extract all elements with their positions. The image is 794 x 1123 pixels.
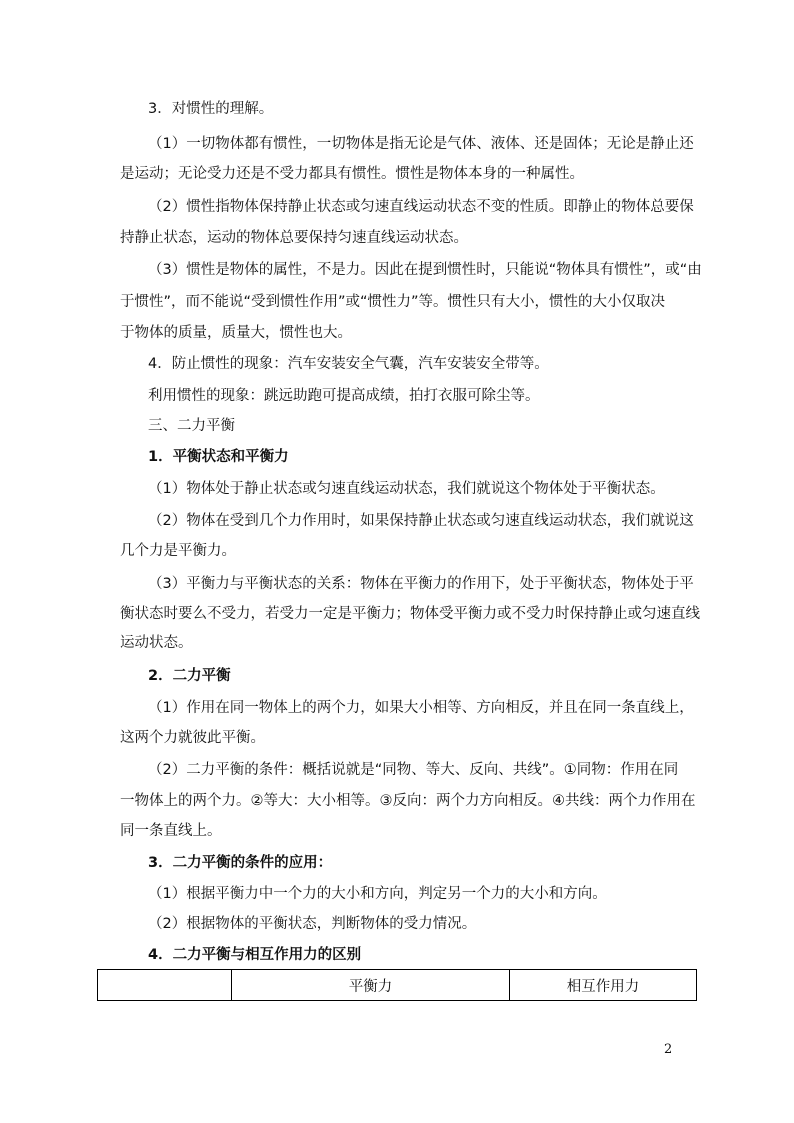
text-line: 一物体上的两个力。②等大：大小相等。③反向：两个力方向相反。④共线：两个力作用在	[120, 793, 696, 809]
text-line: （1）一切物体都有惯性，一切物体是指无论是气体、液体、还是固体；无论是静止还	[148, 136, 694, 152]
text-line: 运动状态。	[120, 635, 193, 651]
text-line: （2）根据物体的平衡状态，判断物体的受力情况。	[148, 916, 477, 932]
text-line: 同一条直线上。	[120, 823, 222, 839]
table-header-row	[98, 970, 697, 1001]
subsection-heading: 2．二力平衡	[148, 668, 231, 684]
text-line: 4．防止惯性的现象：汽车安装安全气囊，汽车安装安全带等。	[148, 356, 549, 372]
subsection-heading: 4．二力平衡与相互作用力的区别	[148, 947, 362, 963]
text-line: （1）物体处于静止状态或匀速直线运动状态，我们就说这个物体处于平衡状态。	[148, 481, 665, 497]
text-line: 衡状态时要么不受力，若受力一定是平衡力；物体受平衡力或不受力时保持静止或匀速直线	[120, 606, 700, 622]
subsection-heading: 3．二力平衡的条件的应用：	[148, 855, 333, 871]
text-line: （3）惯性是物体的属性，不是力。因此在提到惯性时，只能说“物体具有惯性”，或“由	[148, 262, 702, 278]
text-line: （2）二力平衡的条件：概括说就是“同物、等大、反向、共线”。①同物：作用在同	[148, 762, 679, 778]
table-header-cell: 平衡力	[232, 970, 510, 1001]
text-line: 利用惯性的现象：跳远助跑可提高成绩，拍打衣服可除尘等。	[148, 388, 540, 404]
text-line: （2）惯性指物体保持静止状态或匀速直线运动状态不变的性质。即静止的物体总要保	[148, 199, 694, 215]
subsection-heading: 1．平衡状态和平衡力	[148, 449, 289, 465]
text-line: 持静止状态，运动的物体总要保持匀速直线运动状态。	[120, 230, 468, 246]
text-line: （2）物体在受到几个力作用时，如果保持静止状态或匀速直线运动状态，我们就说这	[148, 513, 694, 529]
section-heading: 三、二力平衡	[148, 418, 235, 434]
text-line: 几个力是平衡力。	[120, 543, 236, 559]
table-header-cell	[98, 970, 232, 1001]
text-line: 于惯性”，而不能说“受到惯性作用”或“惯性力”等。惯性只有大小，惯性的大小仅取决	[120, 294, 666, 310]
text-line: （3）平衡力与平衡状态的关系：物体在平衡力的作用下，处于平衡状态，物体处于平	[148, 576, 694, 592]
page-number: 2	[664, 1042, 673, 1057]
text-line: （1）作用在同一物体上的两个力，如果大小相等、方向相反，并且在同一条直线上，	[148, 700, 694, 716]
table-header-cell: 相互作用力	[510, 970, 697, 1001]
text-line: 于物体的质量，质量大，惯性也大。	[120, 325, 352, 341]
text-line: 是运动；无论受力还是不受力都具有惯性。惯性是物体本身的一种属性。	[120, 166, 584, 182]
text-line: 3．对惯性的理解。	[148, 101, 274, 117]
comparison-table	[97, 969, 697, 1001]
text-line: 这两个力就彼此平衡。	[120, 730, 265, 746]
text-line: （1）根据平衡力中一个力的大小和方向，判定另一个力的大小和方向。	[148, 886, 607, 902]
